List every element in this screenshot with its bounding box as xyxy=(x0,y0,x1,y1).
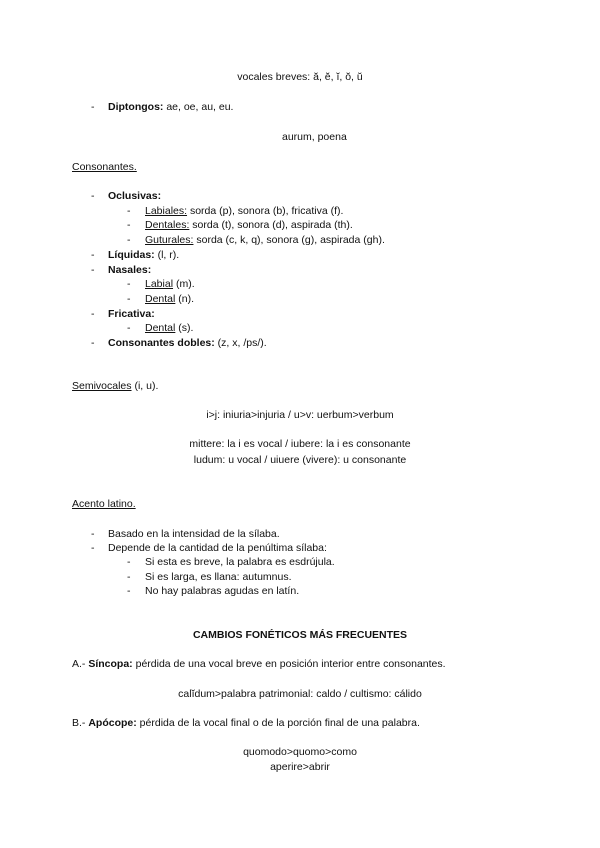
bullet-dash: - xyxy=(127,278,131,290)
bullet-dash: - xyxy=(127,293,131,305)
labiales-text: sorda (p), sonora (b), fricativa (f). xyxy=(187,205,344,217)
nasal-dental-text: (n). xyxy=(175,293,195,305)
sincopa-prefix: A.- xyxy=(72,658,89,670)
bullet-dash: - xyxy=(127,234,131,246)
bullet-dash: - xyxy=(127,322,131,334)
bullet-dash: - xyxy=(91,337,95,349)
dentales-term: Dentales: xyxy=(145,219,190,231)
semivocales-heading-rest: (i, u). xyxy=(131,380,159,392)
nasal-dental-term: Dental xyxy=(145,293,176,305)
bullet-dash: - xyxy=(91,528,95,540)
semivocales-heading: Semivocales xyxy=(72,380,132,392)
fricativa-dental-term: Dental xyxy=(145,322,176,334)
cambios-heading: CAMBIOS FONÉTICOS MÁS FRECUENTES xyxy=(192,629,408,641)
apocope-example-1: quomodo>quomo>como xyxy=(243,746,357,758)
guturales-term: Guturales: xyxy=(145,234,194,246)
apocope-example-2: aperire>abrir xyxy=(270,761,330,773)
nasal-labial-term: Labial xyxy=(145,278,174,290)
diptongos-text: ae, oe, au, eu. xyxy=(163,101,234,113)
guturales-item xyxy=(145,234,385,247)
bullet-dash: - xyxy=(127,219,131,231)
acento-item-1: Basado en la intensidad de la sílaba. xyxy=(108,528,280,540)
sincopa-text: pérdida de una vocal breve en posición interior entre consonantes. xyxy=(132,658,446,670)
consonantes-heading: Consonantes. xyxy=(72,161,137,173)
bullet-dash: - xyxy=(127,571,131,583)
bullet-dash: - xyxy=(91,249,95,261)
bullet-dash: - xyxy=(127,205,131,217)
acento-item-2: Depende de la cantidad de la penúltima sílaba: xyxy=(108,542,327,554)
dobles-item xyxy=(108,337,267,350)
guturales-text: sorda (c, k, q), sonora (g), aspirada (gh). xyxy=(193,234,385,246)
apocope-term: Apócope: xyxy=(88,717,137,729)
acento-sub-1: Si esta es breve, la palabra es esdrújula. xyxy=(145,556,335,568)
diptongos-item xyxy=(108,101,233,114)
apocope-prefix: B.- xyxy=(72,717,89,729)
semivocales-line2: mittere: la i es vocal / iubere: la i es consonante xyxy=(189,438,411,450)
bullet-dash: - xyxy=(127,556,131,568)
labiales-term: Labiales: xyxy=(145,205,188,217)
labiales-item xyxy=(145,205,343,218)
sincopa-example: calĭdum>palabra patrimonial: caldo / cultismo: cálido xyxy=(178,688,422,700)
acento-sub-2: Si es larga, es llana: autumnus. xyxy=(145,571,292,583)
bullet-dash: - xyxy=(91,542,95,554)
dobles-text: (z, x, /ps/). xyxy=(214,337,267,349)
sincopa-term: Síncopa: xyxy=(88,658,133,670)
dentales-item xyxy=(145,219,353,232)
bullet-dash: - xyxy=(91,264,95,276)
nasal-dental-item xyxy=(145,293,194,306)
acento-heading: Acento latino. xyxy=(72,498,136,510)
apocope-line xyxy=(72,717,420,730)
apocope-text: pérdida de la vocal final o de la porción final de una palabra. xyxy=(136,717,420,729)
bullet-dash: - xyxy=(91,190,95,202)
acento-sub-3: No hay palabras agudas en latín. xyxy=(145,585,300,597)
bullet-dash: - xyxy=(91,308,95,320)
nasal-labial-item xyxy=(145,278,195,291)
liquidas-label: Líquidas: xyxy=(108,249,155,261)
sincopa-line xyxy=(72,658,446,671)
dobles-label: Consonantes dobles: xyxy=(108,337,215,349)
vocales-breves-line: vocales breves: ă, ĕ, ĭ, ŏ, ŭ xyxy=(237,71,363,83)
bullet-dash: - xyxy=(127,585,131,597)
bullet-dash: - xyxy=(91,101,95,113)
liquidas-item xyxy=(108,249,179,262)
fricativa-label: Fricativa: xyxy=(108,308,155,320)
liquidas-text: (l, r). xyxy=(154,249,180,261)
fricativa-dental-item xyxy=(145,322,193,335)
semivocales-line3: ludum: u vocal / uiuere (vivere): u consonante xyxy=(193,454,407,466)
fricativa-dental-text: (s). xyxy=(175,322,194,334)
semivocales-line1: i>j: iniuria>injuria / u>v: uerbum>verbum xyxy=(206,409,394,421)
nasales-label: Nasales: xyxy=(108,264,152,276)
diptongos-label: Diptongos: xyxy=(108,101,164,113)
semivocales-heading-line xyxy=(72,380,158,393)
nasal-labial-text: (m). xyxy=(173,278,195,290)
oclusivas-label: Oclusivas: xyxy=(108,190,162,202)
diptongos-example: aurum, poena xyxy=(282,131,347,143)
dentales-text: sorda (t), sonora (d), aspirada (th). xyxy=(189,219,353,231)
